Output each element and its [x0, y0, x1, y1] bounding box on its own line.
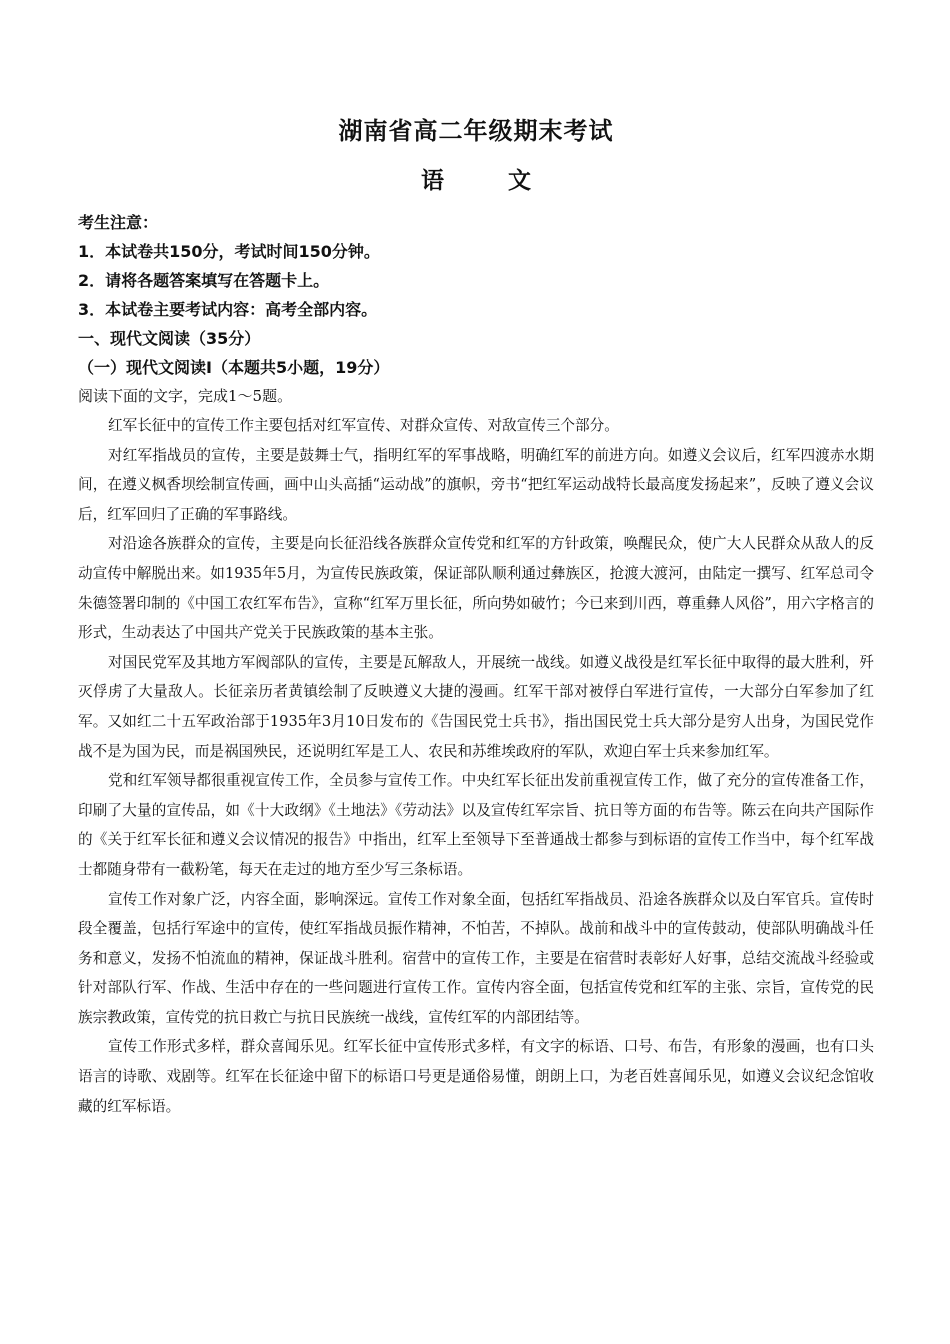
section-heading: 一、现代文阅读（35分）	[78, 329, 261, 348]
passage-paragraph: 宣传工作形式多样，群众喜闻乐见。红军长征中宣传形式多样，有文字的标语、口号、布告，有形象的漫画，也有口头语言的诗歌、戏剧等。红军在长征途中留下的标语口号更是通俗易懂，朗朗上口，为老百姓喜闻乐见，如遵义会议纪念馆收藏的红军标语。	[78, 1038, 874, 1115]
subject-title: 语 文	[420, 167, 559, 194]
section-subheading: （一）现代文阅读Ⅰ（本题共5小题，19分）	[78, 358, 390, 377]
exam-page	[78, 112, 874, 1121]
notice-item: 1．本试卷共150分，考试时间150分钟。	[78, 242, 380, 261]
passage-paragraph: 对沿途各族群众的宣传，主要是向长征沿线各族群众宣传党和红军的方针政策，唤醒民众，使广大人民群众从敌人的反动宣传中解脱出来。如1935年5月，为宣传民族政策，保证部队顺利通过彝族区，抢渡大渡河，由陆定一撰写、红军总司令朱德签署印制的《中国工农红军布告》，宣称“红军万里长征，所向势如破竹；今已来到川西，尊重彝人风俗”，用六字格言的形式，生动表达了中国共产党关于民族政策的基本主张。	[78, 535, 874, 642]
passage-paragraph: 党和红军领导都很重视宣传工作，全员参与宣传工作。中央红军长征出发前重视宣传工作，做了充分的宣传准备工作，印刷了大量的宣传品，如《十大政纲》《土地法》《劳动法》以及宣传红军宗旨、抗日等方面的布告等。陈云在向共产国际作的《关于红军长征和遵义会议情况的报告》中指出，红军上至领导下至普通战士都参与到标语的宣传工作当中，每个红军战士都随身带有一截粉笔，每天在走过的地方至少写三条标语。	[78, 772, 874, 878]
exam-title: 湖南省高二年级期末考试	[338, 116, 614, 145]
passage-paragraph: 宣传工作对象广泛，内容全面，影响深远。宣传工作对象全面，包括红军指战员、沿途各族群众以及白军官兵。宣传时段全覆盖，包括行军途中的宣传，使红军指战员振作精神，不怕苦，不掉队。战前和战斗中的宣传鼓动，使部队明确战斗任务和意义，发扬不怕流血的精神，保证战斗胜利。宿营中的宣传工作，主要是在宿营时表彰好人好事，总结交流战斗经验或针对部队行军、作战、生活中存在的一些问题进行宣传工作。宣传内容全面，包括宣传党和红军的主张、宗旨，宣传党的民族宗教政策，宣传党的抗日救亡与抗日民族统一战线，宣传红军的内部团结等。	[78, 890, 874, 1026]
passage-paragraph: 对国民党军及其地方军阀部队的宣传，主要是瓦解敌人，开展统一战线。如遵义战役是红军长征中取得的最大胜利，歼灭俘虏了大量敌人。长征亲历者黄镇绘制了反映遵义大捷的漫画。红军干部对被俘白军进行宣传，一大部分白军参加了红军。又如红二十五军政治部于1935年3月10日发布的《告国民党士兵书》，指出国民党士兵大部分是穷人出身，为国民党作战不是为国为民，而是祸国殃民，还说明红军是工人、农民和苏维埃政府的军队，欢迎白军士兵来参加红军。	[78, 653, 874, 760]
passage-paragraph: 对红军指战员的宣传，主要是鼓舞士气，指明红军的军事战略，明确红军的前进方向。如遵义会议后，红军四渡赤水期间，在遵义枫香坝绘制宣传画，画中山头高插“运动战”的旗帜，旁书“把红军运动战特长最高度发扬起来”，反映了遵义会议后，红军回归了正确的军事路线。	[78, 446, 874, 523]
passage-paragraph: 红军长征中的宣传工作主要包括对红军宣传、对群众宣传、对敌宣传三个部分。	[108, 417, 619, 434]
notice-item: 3．本试卷主要考试内容：高考全部内容。	[78, 300, 378, 319]
reading-instruction: 阅读下面的文字，完成1～5题。	[78, 387, 293, 405]
notice-item: 2．请将各题答案填写在答题卡上。	[78, 271, 330, 290]
notice-heading: 考生注意：	[78, 213, 159, 232]
